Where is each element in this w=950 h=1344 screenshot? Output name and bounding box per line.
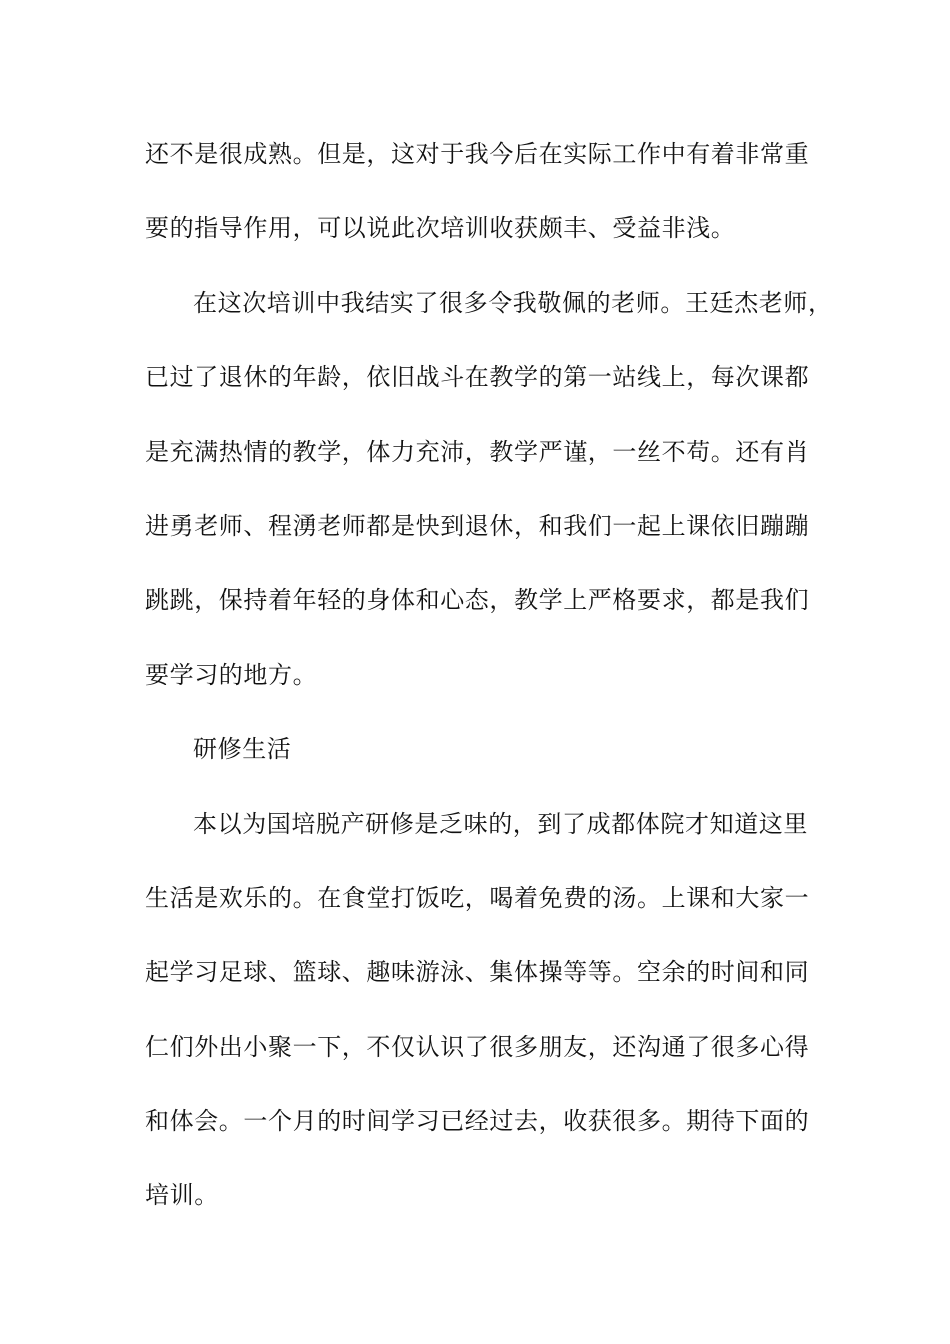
text-line: 已过了退休的年龄，依旧战斗在教学的第一站线上，每次课都 [145, 363, 810, 392]
text-line: 是充满热情的教学，体力充沛，教学严谨，一丝不苟。还有肖 [145, 437, 810, 466]
text-line: 生活是欢乐的。在食堂打饭吃，喝着免费的汤。上课和大家一 [145, 883, 810, 912]
text-line: 进勇老师、程湧老师都是快到退休，和我们一起上课依旧蹦蹦 [145, 511, 810, 540]
text-line: 要学习的地方。 [145, 660, 318, 689]
text-line: 培训。 [145, 1181, 219, 1210]
text-line: 跳跳，保持着年轻的身体和心态，教学上严格要求，都是我们 [145, 586, 810, 615]
text-line: 起学习足球、篮球、趣味游泳、集体操等等。空余的时间和同 [145, 958, 810, 987]
body-text [145, 130, 833, 1246]
text-line: 还不是很成熟。但是，这对于我今后在实际工作中有着非常重 [145, 140, 810, 168]
text-line: 要的指导作用，可以说此次培训收获颇丰、受益非浅。 [145, 214, 736, 243]
section-heading: 研修生活 [193, 735, 292, 764]
paragraph-start-line: 在这次培训中我结实了很多令我敬佩的老师。王廷杰老师， [193, 288, 833, 317]
paragraph-start-line: 本以为国培脱产研修是乏味的，到了成都体院才知道这里 [193, 809, 808, 838]
text-line: 和体会。一个月的时间学习已经过去，收获很多。期待下面的 [145, 1107, 810, 1136]
text-line: 仁们外出小聚一下，不仅认识了很多朋友，还沟通了很多心得 [145, 1032, 810, 1061]
